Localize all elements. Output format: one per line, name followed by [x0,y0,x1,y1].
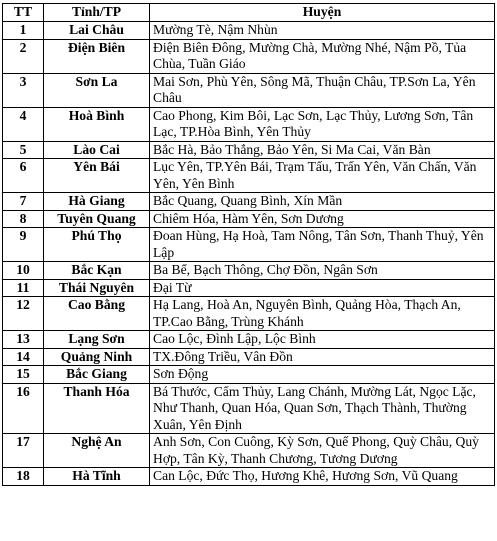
district-list: Ba Bể, Bạch Thông, Chợ Đồn, Ngân Sơn [150,262,495,280]
row-number: 9 [3,228,44,262]
row-number: 12 [3,297,44,331]
province-name: Quảng Ninh [44,348,150,366]
row-number: 2 [3,39,44,73]
province-name: Nghệ An [44,434,150,468]
province-name: Lào Cai [44,141,150,159]
row-number: 15 [3,366,44,384]
row-number: 8 [3,210,44,228]
table-row [3,39,495,73]
table-row [3,141,495,159]
header-province: Tỉnh/TP [44,4,150,22]
district-list: Hạ Lang, Hoà An, Nguyên Bình, Quảng Hòa, Thạch An, TP.Cao Bằng, Trùng Khánh [150,297,495,331]
district-list: Bá Thước, Cẩm Thủy, Lang Chánh, Mường Lát, Ngọc Lặc, Như Thanh, Quan Hóa, Quan Sơn, Thạch Thành, Thường Xuân, Yên Định [150,383,495,434]
row-number: 3 [3,73,44,107]
district-list: Đoan Hùng, Hạ Hoà, Tam Nông, Tân Sơn, Thanh Thuỷ, Yên Lập [150,228,495,262]
district-list: Bắc Quang, Quang Bình, Xín Mần [150,193,495,211]
province-name: Hà Giang [44,193,150,211]
province-name: Bắc Kạn [44,262,150,280]
district-list: Chiêm Hóa, Hàm Yên, Sơn Dương [150,210,495,228]
district-list: Anh Sơn, Con Cuông, Kỳ Sơn, Quế Phong, Quỳ Châu, Quỳ Hợp, Tân Kỳ, Thanh Chương, Tương Dương [150,434,495,468]
province-name: Cao Bằng [44,297,150,331]
table-row [3,73,495,107]
province-name: Hoà Bình [44,107,150,141]
row-number: 16 [3,383,44,434]
table-row [3,297,495,331]
row-number: 13 [3,331,44,349]
district-list: Sơn Động [150,366,495,384]
district-list: Lục Yên, TP.Yên Bái, Trạm Tấu, Trấn Yên, Văn Chấn, Văn Yên, Yên Bình [150,159,495,193]
row-number: 4 [3,107,44,141]
row-number: 6 [3,159,44,193]
header-tt: TT [3,4,44,22]
district-list: Đại Từ [150,279,495,297]
district-list: Bắc Hà, Bảo Thắng, Bảo Yên, Si Ma Cai, Văn Bàn [150,141,495,159]
row-number: 18 [3,468,44,486]
row-number: 5 [3,141,44,159]
district-list: TX.Đông Triều, Vân Đồn [150,348,495,366]
table-row [3,22,495,40]
province-name: Hà Tĩnh [44,468,150,486]
province-name: Thanh Hóa [44,383,150,434]
table-row [3,383,495,434]
province-name: Lai Châu [44,22,150,40]
table-header-row [3,4,495,22]
district-list: Mai Sơn, Phù Yên, Sông Mã, Thuận Châu, TP.Sơn La, Yên Châu [150,73,495,107]
table-row [3,348,495,366]
table-row [3,210,495,228]
table-row [3,366,495,384]
row-number: 17 [3,434,44,468]
table-row [3,279,495,297]
table-row [3,159,495,193]
row-number: 10 [3,262,44,280]
province-name: Thái Nguyên [44,279,150,297]
province-name: Điện Biên [44,39,150,73]
table-row [3,228,495,262]
district-list: Can Lộc, Đức Thọ, Hương Khê, Hương Sơn, Vũ Quang [150,468,495,486]
table-row [3,193,495,211]
row-number: 14 [3,348,44,366]
district-list: Cao Lộc, Đình Lập, Lộc Bình [150,331,495,349]
row-number: 11 [3,279,44,297]
table-row [3,107,495,141]
table-row [3,434,495,468]
province-name: Tuyên Quang [44,210,150,228]
district-list: Điện Biên Đông, Mường Chà, Mường Nhé, Nậm Pồ, Tủa Chùa, Tuần Giáo [150,39,495,73]
district-list: Mường Tè, Nậm Nhùn [150,22,495,40]
province-district-table [2,3,495,486]
province-name: Phú Thọ [44,228,150,262]
header-districts: Huyện [150,4,495,22]
table-row [3,468,495,486]
province-name: Lạng Sơn [44,331,150,349]
district-list: Cao Phong, Kim Bôi, Lạc Sơn, Lạc Thủy, Lương Sơn, Tân Lạc, TP.Hòa Bình, Yên Thủy [150,107,495,141]
row-number: 7 [3,193,44,211]
province-name: Sơn La [44,73,150,107]
table-row [3,331,495,349]
row-number: 1 [3,22,44,40]
table-row [3,262,495,280]
province-name: Yên Bái [44,159,150,193]
province-name: Bắc Giang [44,366,150,384]
